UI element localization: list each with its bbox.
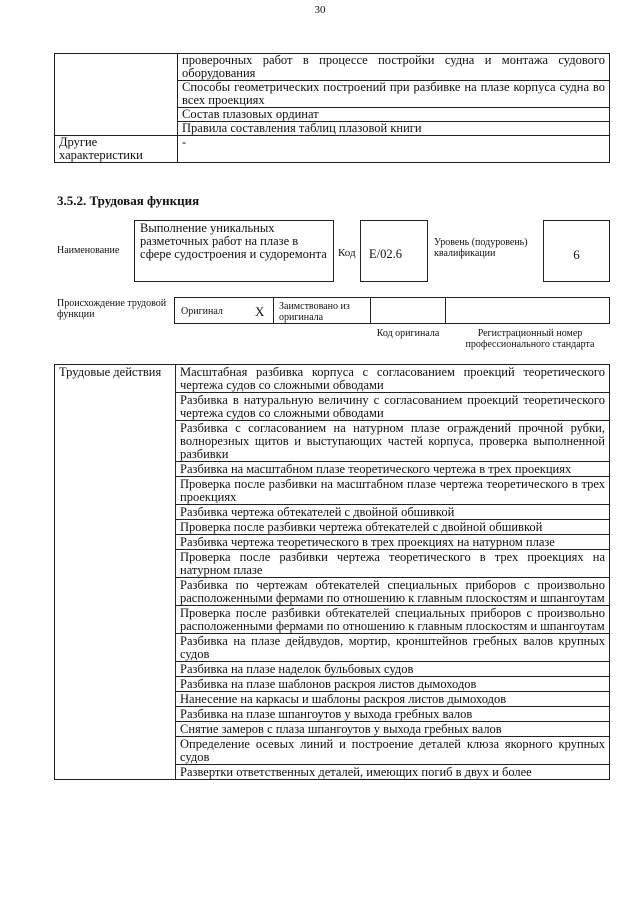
labor-action-item: Масштабная разбивка корпуса с согласованием проекций теоретического чертежа судов со сложными обводами	[176, 365, 610, 393]
labor-action-item: Развертки ответственных деталей, имеющих погиб в двух и более	[176, 765, 610, 780]
origin-original-cell	[174, 297, 274, 324]
level-label: Уровень (подуровень) квалификации	[434, 237, 528, 259]
name-label: Наименование	[57, 245, 120, 256]
origin-label: Происхождение трудовой функции	[57, 298, 167, 320]
origin-original-label: Оригинал	[181, 306, 223, 317]
labor-actions-label: Трудовые действия	[55, 365, 176, 780]
knowledge-item: Способы геометрических построений при разбивке на плазе корпуса судна во всех проекциях	[178, 81, 610, 108]
labor-action-item: Разбивка чертежа теоретического в трех проекциях на натурном плазе	[176, 535, 610, 550]
origin-borrowed-cell	[273, 297, 371, 324]
page-number: 30	[314, 4, 326, 16]
labor-action-item: Разбивка на плазе шпангоутов у выхода гребных валов	[176, 707, 610, 722]
knowledge-item: проверочных работ в процессе постройки судна и монтажа судового оборудования	[178, 54, 610, 81]
table-row	[55, 136, 610, 163]
other-characteristics-label: Другие характеристики	[55, 136, 178, 163]
table-row	[55, 54, 610, 81]
origin-borrowed-label: Заимствовано из оригинала	[279, 301, 350, 323]
origin-reg-caption: Регистрационный номер профессионального стандарта	[465, 328, 595, 350]
section-heading: 3.5.2. Трудовая функция	[57, 193, 200, 208]
other-characteristics-value: -	[178, 136, 610, 163]
name-value: Выполнение уникальных разметочных работ на плазе в сфере судостроения и судоремонта	[134, 220, 334, 282]
origin-code-caption: Код оригинала	[376, 328, 440, 339]
origin-original-mark: X	[255, 304, 265, 319]
table-cell-empty	[55, 54, 178, 136]
labor-action-item: Разбивка на масштабном плазе теоретического чертежа в трех проекциях	[176, 462, 610, 477]
labor-action-item: Снятие замеров с плаза шпангоутов у выхода гребных валов	[176, 722, 610, 737]
labor-action-item: Проверка после разбивки обтекателей специальных приборов с произвольно расположенными фермами по отношению к главным плоскостям и шпангоутам	[176, 606, 610, 634]
labor-action-item: Определение осевых линий и построение деталей клюза якорного крупных судов	[176, 737, 610, 765]
labor-action-item: Разбивка на плазе шаблонов раскроя листов дымоходов	[176, 677, 610, 692]
table-row	[55, 365, 610, 393]
code-label: Код	[338, 247, 356, 259]
origin-reg-cell	[445, 297, 610, 324]
labor-action-item: Разбивка с согласованием на натурном плазе ограждений прочной рубки, волнорезных щитов и выступающих частей корпуса, проверка выполненной разбивки	[176, 421, 610, 462]
knowledge-item: Состав плазовых ординат	[178, 108, 610, 122]
labor-action-item: Разбивка в натуральную величину с согласованием проекций теоретического чертежа судов со сложными обводами	[176, 393, 610, 421]
labor-actions-table	[54, 364, 610, 780]
labor-action-item: Проверка после разбивки чертежа теоретического в трех проекциях на натурном плазе	[176, 550, 610, 578]
labor-action-item: Проверка после разбивки чертежа обтекателей с двойной обшивкой	[176, 520, 610, 535]
code-value: E/02.6	[360, 220, 428, 282]
labor-action-item: Разбивка на плазе дейдвудов, мортир, кронштейнов гребных валов крупных судов	[176, 634, 610, 662]
labor-action-item: Нанесение на каркасы и шаблоны раскроя листов дымоходов	[176, 692, 610, 707]
labor-action-item: Проверка после разбивки на масштабном плазе чертежа теоретического в трех проекциях	[176, 477, 610, 505]
knowledge-item: Правила составления таблиц плазовой книги	[178, 122, 610, 136]
labor-action-item: Разбивка по чертежам обтекателей специальных приборов с произвольно расположенными фермами по отношению к главным плоскостям и шпангоутам	[176, 578, 610, 606]
origin-code-cell	[370, 297, 446, 324]
level-value: 6	[543, 220, 610, 282]
labor-action-item: Разбивка чертежа обтекателей с двойной обшивкой	[176, 505, 610, 520]
knowledge-table	[54, 53, 610, 163]
labor-action-item: Разбивка на плазе наделок бульбовых судов	[176, 662, 610, 677]
labor-actions-body	[55, 365, 610, 780]
